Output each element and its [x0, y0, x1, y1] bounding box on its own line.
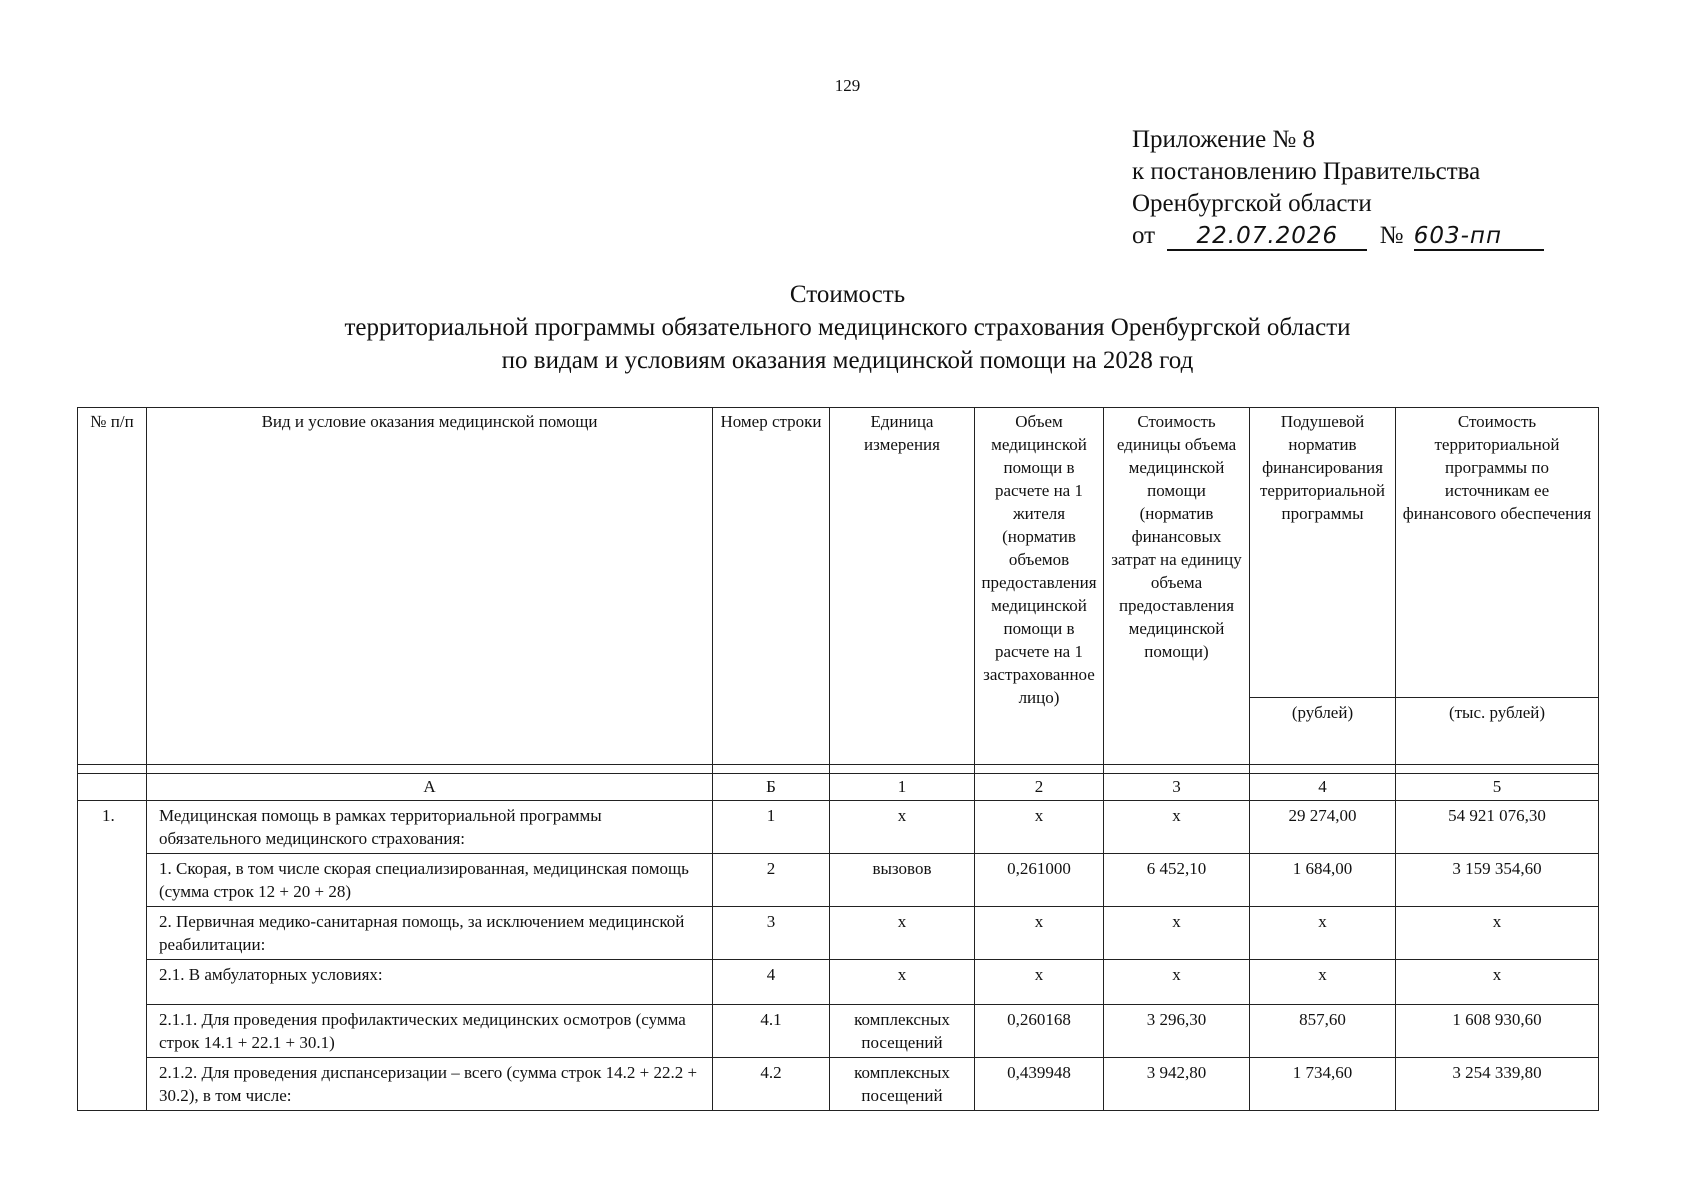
row-unit-cost: х — [1104, 801, 1250, 854]
row-per-capita: 1 684,00 — [1250, 854, 1396, 907]
row-unit-cost: 3 296,30 — [1104, 1005, 1250, 1058]
row-volume: х — [975, 907, 1104, 960]
row-name: 1. Скорая, в том числе скорая специализированная, медицинская помощь (сумма строк 12 + 20 + 28) — [147, 854, 713, 907]
header-row-number: Номер строки — [713, 408, 830, 765]
row-per-capita: 857,60 — [1250, 1005, 1396, 1058]
row-per-capita: 1 734,60 — [1250, 1058, 1396, 1111]
row-unit: х — [830, 801, 975, 854]
row-total: 3 254 339,80 — [1396, 1058, 1599, 1111]
row-unit-cost: 6 452,10 — [1104, 854, 1250, 907]
row-volume: 0,261000 — [975, 854, 1104, 907]
header-per-capita: Подушевой норматив финансирования территориальной программы — [1250, 408, 1396, 698]
table-row — [78, 960, 1599, 1005]
row-volume: х — [975, 801, 1104, 854]
row-volume: 0,260168 — [975, 1005, 1104, 1058]
row-volume: х — [975, 960, 1104, 1005]
row-number: 4 — [713, 960, 830, 1005]
title-line-2: территориальной программы обязательного медицинского страхования Оренбургской области — [344, 314, 1351, 341]
appendix-line-3: Оренбургской области — [1132, 190, 1372, 217]
header-unit: Единица измерения — [830, 408, 975, 765]
table-row — [78, 907, 1599, 960]
row-per-capita: х — [1250, 960, 1396, 1005]
header-volume: Объем медицинской помощи в расчете на 1 жителя (норматив объемов предоставления медицинской помощи в расчете на 1 застрахованное лицо) — [975, 408, 1104, 765]
header-type: Вид и условие оказания медицинской помощи — [147, 408, 713, 765]
row-unit: комплексных посещений — [830, 1005, 975, 1058]
page-number: 129 — [834, 76, 861, 95]
row-name: Медицинская помощь в рамках территориальной программы обязательного медицинского страхования: — [147, 801, 713, 854]
header-total-cost: Стоимость территориальной программы по источникам ее финансового обеспечения — [1396, 408, 1599, 698]
appendix-line-1: Приложение № 8 — [1132, 126, 1316, 153]
appendix-date-prefix: от — [1132, 222, 1156, 249]
index-cell: 3 — [1104, 774, 1250, 801]
cost-table — [77, 407, 1599, 1111]
index-cell: А — [147, 774, 713, 801]
row-number: 1 — [713, 801, 830, 854]
row-total: 54 921 076,30 — [1396, 801, 1599, 854]
row-per-capita: х — [1250, 907, 1396, 960]
row-number: 2 — [713, 854, 830, 907]
title-line-1: Стоимость — [789, 281, 906, 308]
group-number: 1. — [78, 801, 147, 1111]
row-volume: 0,439948 — [975, 1058, 1104, 1111]
index-cell: 5 — [1396, 774, 1599, 801]
row-unit-cost: х — [1104, 960, 1250, 1005]
row-total: х — [1396, 960, 1599, 1005]
handwritten-date: 22.07.2026 — [1167, 223, 1367, 251]
appendix-date-line — [1132, 220, 1544, 252]
header-per-capita-unit: (рублей) — [1250, 698, 1396, 765]
row-unit-cost: 3 942,80 — [1104, 1058, 1250, 1111]
row-total: 1 608 930,60 — [1396, 1005, 1599, 1058]
table-row — [78, 854, 1599, 907]
row-number: 4.2 — [713, 1058, 830, 1111]
number-symbol: № — [1379, 222, 1404, 249]
row-unit: вызовов — [830, 854, 975, 907]
row-number: 3 — [713, 907, 830, 960]
index-cell: 1 — [830, 774, 975, 801]
handwritten-number: 603-пп — [1414, 223, 1544, 251]
row-name: 2. Первичная медико-санитарная помощь, за исключением медицинской реабилитации: — [147, 907, 713, 960]
row-number: 4.1 — [713, 1005, 830, 1058]
row-name: 2.1.2. Для проведения диспансеризации – всего (сумма строк 14.2 + 22.2 + 30.2), в том числе: — [147, 1058, 713, 1111]
table-row — [78, 1058, 1599, 1111]
row-unit: х — [830, 960, 975, 1005]
document-title — [0, 278, 1695, 377]
title-line-3: по видам и условиям оказания медицинской помощи на 2028 год — [501, 347, 1194, 374]
column-index-row — [78, 774, 1599, 801]
header-no: № п/п — [78, 408, 147, 765]
row-unit-cost: х — [1104, 907, 1250, 960]
table-row — [78, 801, 1599, 854]
appendix-block — [1132, 124, 1544, 252]
appendix-line-2: к постановлению Правительства — [1132, 158, 1481, 185]
row-per-capita: 29 274,00 — [1250, 801, 1396, 854]
header-unit-cost: Стоимость единицы объема медицинской помощи (норматив финансовых затрат на единицу объема предоставления медицинской помощи) — [1104, 408, 1250, 765]
row-unit: х — [830, 907, 975, 960]
index-cell: 2 — [975, 774, 1104, 801]
header-total-unit: (тыс. рублей) — [1396, 698, 1599, 765]
index-cell: Б — [713, 774, 830, 801]
row-name: 2.1. В амбулаторных условиях: — [147, 960, 713, 1005]
row-total: х — [1396, 907, 1599, 960]
index-cell: 4 — [1250, 774, 1396, 801]
row-unit: комплексных посещений — [830, 1058, 975, 1111]
row-name: 2.1.1. Для проведения профилактических медицинских осмотров (сумма строк 14.1 + 22.1 + 30.1) — [147, 1005, 713, 1058]
table-row — [78, 1005, 1599, 1058]
row-total: 3 159 354,60 — [1396, 854, 1599, 907]
